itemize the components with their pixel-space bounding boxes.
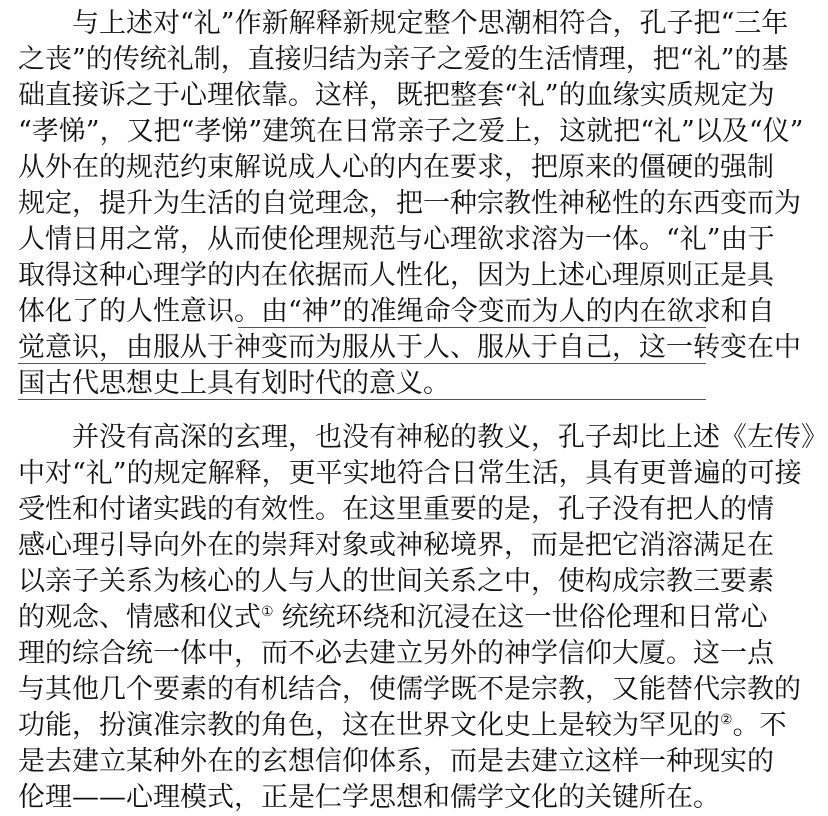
p1-line-4: “孝悌”，又把“孝悌”建筑在日常亲子之爱上，这就把“礼”以及“仪” [18, 116, 804, 147]
p1-line-6: 规定，提升为生活的自觉理念，把一种宗教性神秘性的东西变而为 [18, 188, 801, 219]
p1-line-7: 人情日用之常，从而使伦理规范与心理欲求溶为一体。“礼”由于 [18, 224, 775, 255]
p2-line-1: 并没有高深的玄理，也没有神秘的教义，孔子却比上述《左传》 [72, 422, 828, 453]
highlight-underline-3 [18, 399, 706, 400]
p2-line-2: 中对“礼”的规定解释，更平实地符合日常生活，具有更普遍的可接 [18, 458, 802, 489]
p1-line-2: 之丧”的传统礼制，直接归结为亲子之爱的生活情理，把“礼”的基 [18, 44, 789, 75]
p2-line-9-part-b: 。不 [732, 710, 787, 741]
p2-line-7: 理的综合统一体中，而不必去建立另外的神学信仰大厦。这一点 [18, 638, 774, 669]
p2-line-6-part-a: 的观念、情感和仪式 [18, 602, 261, 633]
p1-line-9: 体化了的人性意识。由“神”的准绳命令变而为人的内在欲求和自 [18, 296, 775, 327]
p2-line-9-part-a: 功能，扮演准宗教的角色，这在世界文化史上是较为罕见的 [18, 710, 720, 741]
p2-line-6 [18, 600, 768, 636]
p2-line-3: 受性和付诸实践的有效性。在这里重要的是，孔子没有把人的情 [18, 494, 774, 525]
p1-line-11: 国古代思想史上具有划时代的意义。 [18, 368, 450, 399]
p2-line-10: 是去建立某种外在的玄想信仰体系，而是去建立这样一种现实的 [18, 746, 774, 777]
p2-line-5: 以亲子关系为核心的人与人的世间关系之中，使构成宗教三要素 [18, 566, 774, 597]
p1-line-3: 础直接诉之于心理依靠。这样，既把整套“礼”的血缘实质规定为 [18, 80, 775, 111]
p1-line-8: 取得这种心理学的内在依据而人性化，因为上述心理原则正是具 [18, 260, 774, 291]
p1-line-5: 从外在的规范约束解说成人心的内在要求，把原来的僵硬的强制 [18, 152, 774, 183]
p1-line-1: 与上述对“礼”作新解释新规定整个思潮相符合，孔子把“三年 [72, 8, 789, 39]
p2-line-9 [18, 708, 787, 744]
p1-line-10: 觉意识，由服从于神变而为服从于人、服从于自己，这一转变在中 [18, 332, 801, 363]
p2-line-8: 与其他几个要素的有机结合，使儒学既不是宗教，又能替代宗教的 [18, 674, 801, 705]
footnote-mark-2: ② [720, 712, 733, 728]
highlight-underline-2 [18, 363, 706, 364]
p2-line-11: 伦理——心理模式，正是仁学思想和儒学文化的关键所在。 [18, 782, 720, 813]
p2-line-4: 感心理引导向外在的崇拜对象或神秘境界，而是把它消溶满足在 [18, 530, 774, 561]
p2-line-6-part-b: 统统环绕和沉浸在这一世俗伦理和日常心 [281, 602, 768, 633]
footnote-mark-1: ① [261, 604, 274, 620]
highlight-underline-1 [238, 327, 706, 328]
